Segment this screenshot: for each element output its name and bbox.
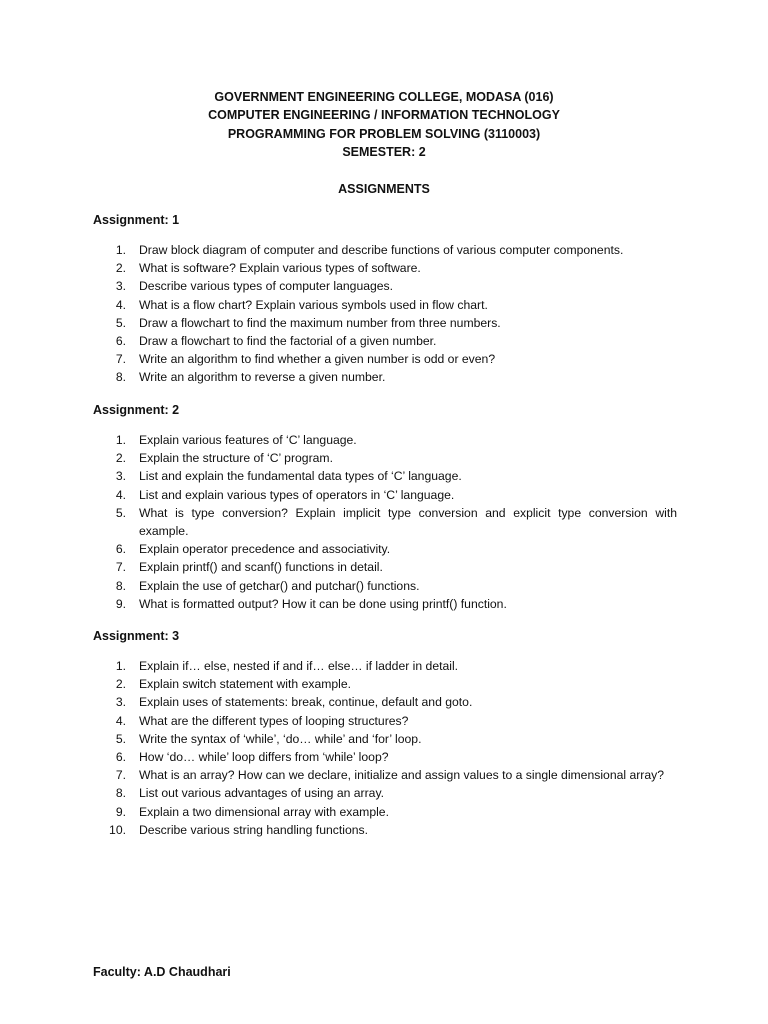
question-item bbox=[93, 821, 677, 839]
question-item bbox=[93, 693, 677, 711]
question-text: Explain various features of ‘C’ language. bbox=[139, 433, 357, 447]
question-item bbox=[93, 486, 677, 504]
assignment-section-2 bbox=[93, 401, 677, 613]
question-text: Explain switch statement with example. bbox=[139, 677, 352, 692]
question-item bbox=[93, 314, 677, 332]
question-text: Explain the use of getchar() and putchar() functions. bbox=[139, 578, 420, 593]
question-number: 7. bbox=[115, 560, 126, 575]
page-title: ASSIGNMENTS bbox=[338, 182, 430, 196]
question-number: 2. bbox=[115, 451, 126, 466]
question-item bbox=[93, 657, 677, 675]
question-number: 3. bbox=[115, 279, 126, 294]
question-number: 4. bbox=[115, 487, 126, 502]
question-text: List out various advantages of using an array. bbox=[139, 786, 385, 801]
question-number: 7. bbox=[115, 768, 126, 783]
subject-name: PROGRAMMING FOR PROBLEM SOLVING (3110003) bbox=[227, 126, 541, 141]
question-item bbox=[93, 241, 677, 259]
question-number: 6. bbox=[115, 750, 126, 765]
question-text: Draw a flowchart to find the factorial of a given number. bbox=[139, 334, 437, 349]
question-item bbox=[93, 730, 677, 748]
question-text: Draw block diagram of computer and describe functions of various computer components. bbox=[139, 243, 624, 257]
question-item bbox=[93, 504, 677, 540]
question-item bbox=[93, 784, 677, 802]
question-number: 1. bbox=[115, 659, 126, 673]
question-text: Explain the structure of ‘C’ program. bbox=[139, 451, 333, 466]
question-item bbox=[93, 558, 677, 576]
semester-label: SEMESTER: 2 bbox=[342, 145, 426, 160]
question-item bbox=[93, 803, 677, 821]
question-item bbox=[93, 766, 677, 784]
department-name: COMPUTER ENGINEERING / INFORMATION TECHNOLOGY bbox=[208, 108, 560, 123]
question-text: What is a flow chart? Explain various symbols used in flow chart. bbox=[139, 297, 488, 312]
question-number: 5. bbox=[115, 731, 126, 746]
question-number: 9. bbox=[115, 804, 126, 819]
question-text: What is type conversion? Explain implicit type conversion and explicit type conversion with example. bbox=[139, 505, 677, 539]
question-item bbox=[93, 259, 677, 277]
question-number: 8. bbox=[115, 578, 126, 593]
question-text: Explain if… else, nested if and if… else… if ladder in detail. bbox=[139, 659, 459, 673]
question-number: 5. bbox=[115, 315, 126, 330]
question-item bbox=[93, 350, 677, 368]
question-text: What is formatted output? How it can be done using printf() function. bbox=[139, 596, 507, 611]
question-number: 9. bbox=[115, 596, 126, 611]
document-header bbox=[0, 88, 768, 162]
question-text: Write an algorithm to find whether a given number is odd or even? bbox=[139, 352, 496, 367]
question-number: 6. bbox=[115, 334, 126, 349]
question-item bbox=[93, 332, 677, 350]
question-item bbox=[93, 540, 677, 558]
question-item bbox=[93, 296, 677, 314]
question-list bbox=[93, 241, 677, 387]
question-item bbox=[93, 449, 677, 467]
question-text: Explain a two dimensional array with example. bbox=[139, 804, 389, 819]
question-text: How ‘do… while’ loop differs from ‘while’ loop? bbox=[139, 750, 389, 765]
question-number: 2. bbox=[115, 677, 126, 692]
question-number: 10. bbox=[109, 822, 126, 837]
question-number: 8. bbox=[115, 786, 126, 801]
assignment-heading: Assignment: 2 bbox=[93, 403, 180, 417]
question-number: 6. bbox=[115, 542, 126, 557]
question-number: 3. bbox=[115, 695, 126, 710]
question-text: Draw a flowchart to find the maximum number from three numbers. bbox=[139, 315, 501, 330]
question-text: Describe various types of computer languages. bbox=[139, 279, 394, 294]
question-text: List and explain the fundamental data types of ‘C’ language. bbox=[139, 469, 462, 484]
question-text: Explain printf() and scanf() functions in detail. bbox=[139, 560, 383, 575]
assignment-section-3 bbox=[93, 627, 677, 839]
question-text: Describe various string handling functions. bbox=[139, 822, 368, 837]
question-text: Explain uses of statements: break, continue, default and goto. bbox=[139, 695, 473, 710]
assignment-section-1 bbox=[93, 211, 677, 387]
question-list bbox=[93, 431, 677, 613]
college-name: GOVERNMENT ENGINEERING COLLEGE, MODASA (016) bbox=[214, 90, 554, 104]
question-number: 8. bbox=[115, 370, 126, 385]
question-number: 1. bbox=[115, 433, 126, 447]
assignment-heading: Assignment: 3 bbox=[93, 629, 180, 643]
question-list bbox=[93, 657, 677, 839]
question-number: 5. bbox=[115, 505, 126, 520]
question-item bbox=[93, 431, 677, 449]
question-item bbox=[93, 748, 677, 766]
question-item bbox=[93, 277, 677, 295]
question-number: 1. bbox=[115, 243, 126, 257]
question-text: Write an algorithm to reverse a given number. bbox=[139, 370, 386, 385]
question-text: Write the syntax of ‘while’, ‘do… while’ and ‘for’ loop. bbox=[139, 731, 422, 746]
question-text: What is an array? How can we declare, initialize and assign values to a single dimensional array? bbox=[139, 768, 665, 783]
question-item bbox=[93, 368, 677, 386]
question-number: 7. bbox=[115, 352, 126, 367]
assignment-heading: Assignment: 1 bbox=[93, 213, 180, 227]
question-item bbox=[93, 595, 677, 613]
question-item bbox=[93, 675, 677, 693]
question-item bbox=[93, 577, 677, 595]
question-number: 2. bbox=[115, 261, 126, 276]
question-text: What is software? Explain various types of software. bbox=[139, 261, 421, 276]
faculty-name: Faculty: A.D Chaudhari bbox=[93, 965, 231, 979]
question-number: 4. bbox=[115, 297, 126, 312]
question-text: What are the different types of looping structures? bbox=[139, 713, 409, 728]
question-text: List and explain various types of operators in ‘C’ language. bbox=[139, 487, 455, 502]
question-number: 4. bbox=[115, 713, 126, 728]
question-text: Explain operator precedence and associativity. bbox=[139, 542, 391, 557]
question-item bbox=[93, 467, 677, 485]
question-item bbox=[93, 712, 677, 730]
question-number: 3. bbox=[115, 469, 126, 484]
